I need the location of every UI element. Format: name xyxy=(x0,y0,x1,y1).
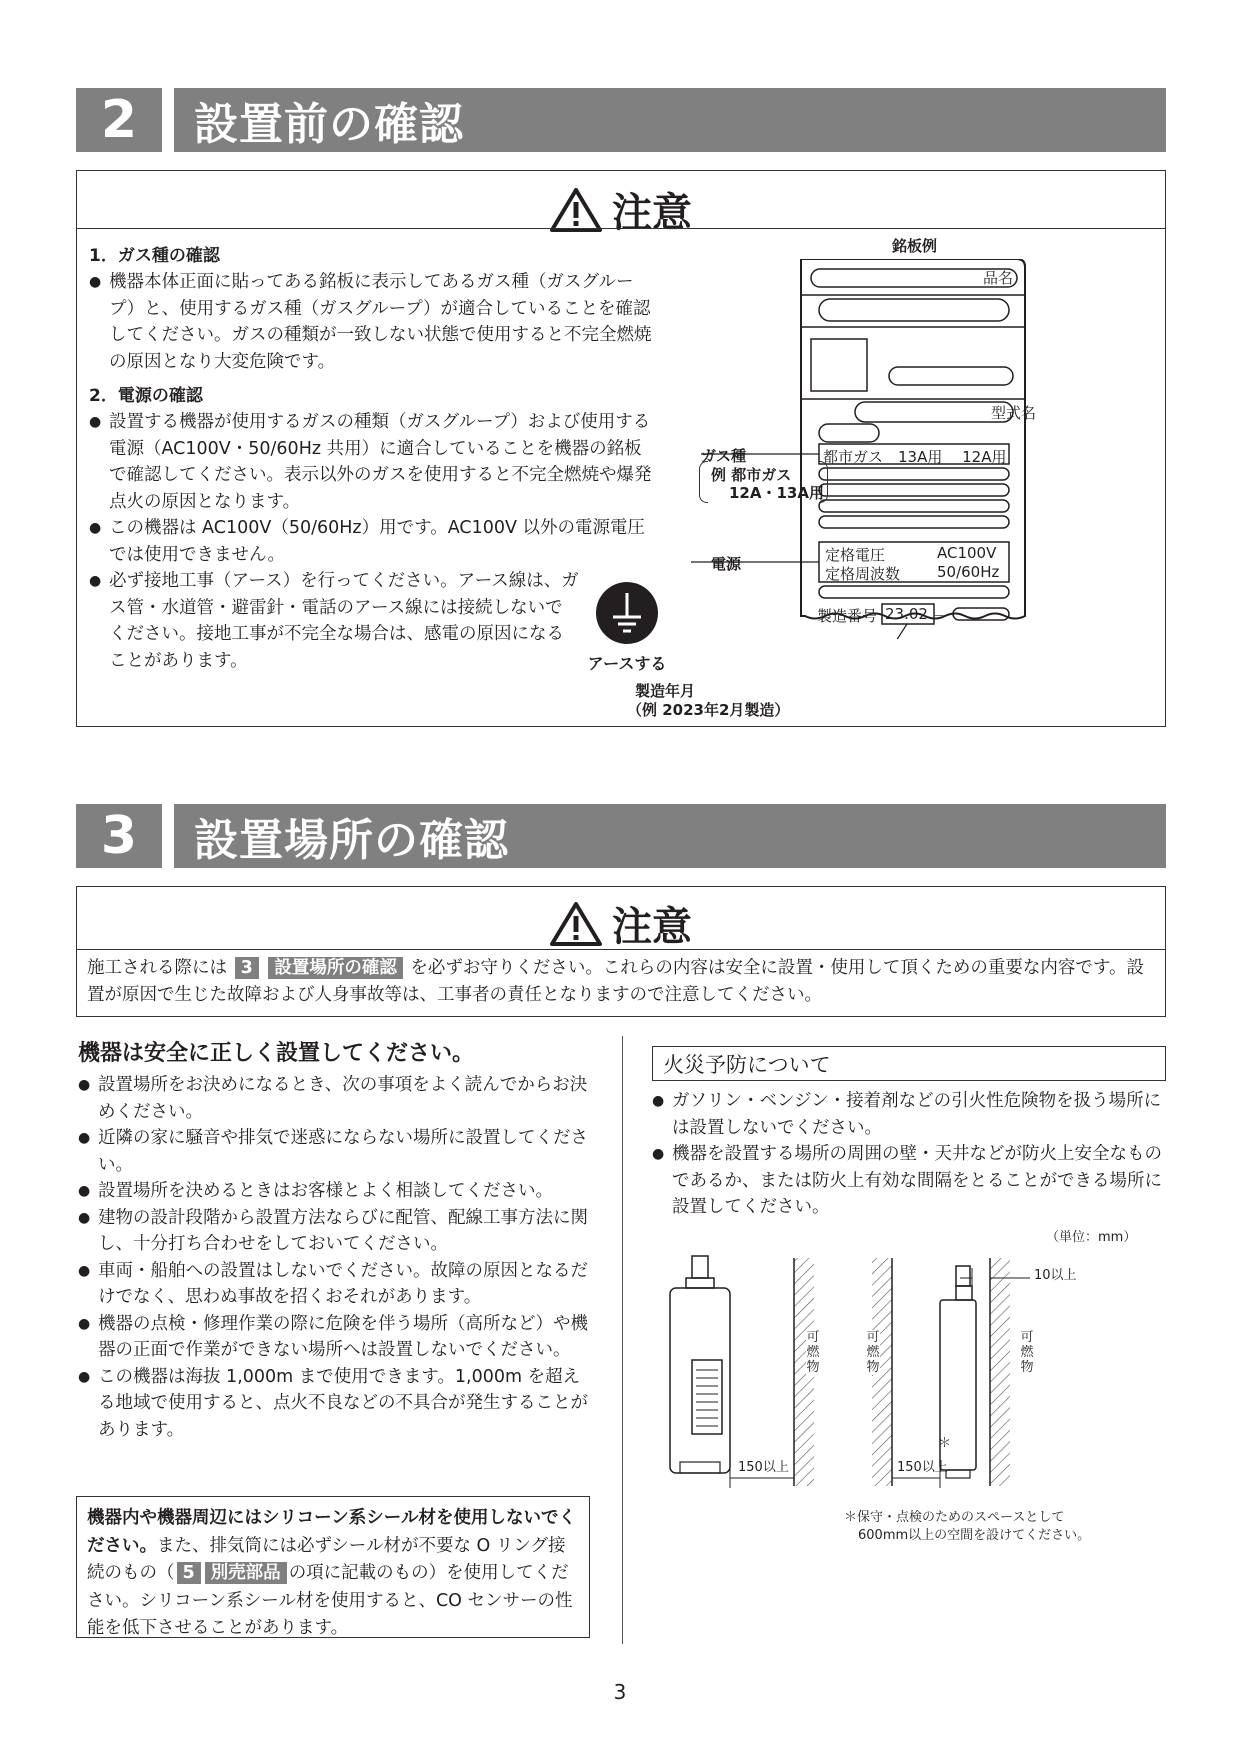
caution-post: を必ずお守りください。これらの内容は安全に設置・使用して頂くための重要な内容です。設置が原因で生じた故障および人身事故等は、工事者の責任となりますので注意してください。 xyxy=(87,958,1145,1005)
power-label: 電源 xyxy=(711,555,742,573)
caution-label-3: 注意 xyxy=(612,904,692,950)
asterisk-mark: ＊ xyxy=(938,1436,952,1451)
silicone-post: の項に記載のもの）を使用してください。シリコーン系シール材を使用すると、CO センサーの性能を低下させることがあります。 xyxy=(87,1563,573,1638)
left-bullets xyxy=(78,1072,592,1443)
rated-voltage-label: 定格電圧 xyxy=(825,546,886,564)
left-bullet-7: ● この機器は海抜 1,000m まで使用できます。1,000m を超える地域で使用すると、点火不良などの不具合が発生することがあります。 xyxy=(78,1364,592,1444)
section-3-number: 3 xyxy=(76,804,162,868)
combustible-label-3: 可燃物 xyxy=(1020,1330,1034,1375)
gas-check-bullet: ● 機器本体正面に貼ってある銘板に表示してあるガス種（ガスグループ）と、使用するガス種（ガスグループ）が適合していることを確認してください。ガスの種類が一致しない状態で使用すると不完全燃焼の原因となり大変危険です。 xyxy=(89,269,659,375)
combustible-label-1: 可燃物 xyxy=(806,1330,820,1375)
unit-label: （単位：mm） xyxy=(1046,1230,1137,1245)
power-check-bullet-3: ● 必ず接地工事（アース）を行ってください。アース線は、ガス管・水道管・避雷針・電話のアース線には接続しないでください。接地工事が不完全な場合は、感電の原因になることがあります。 xyxy=(89,568,579,674)
left-bullet-2: ● 近隣の家に騒音や排気で迷惑にならない場所に設置してください。 xyxy=(78,1125,592,1178)
ref-section-5-title: 別売部品 xyxy=(205,1562,287,1584)
caution-divider-3 xyxy=(77,949,1165,950)
ref-section-3-title: 設置場所の確認 xyxy=(268,957,403,979)
fire-prevention-title: 火災予防について xyxy=(663,1053,831,1077)
gas-type-label: ガス種 xyxy=(701,447,747,465)
power-check-block xyxy=(89,381,659,674)
maintenance-note-1: ＊保守・点検のためのスペースとして xyxy=(844,1510,1065,1525)
maintenance-note-2: 600mm以上の空間を設けてください。 xyxy=(858,1528,1091,1543)
gas-example-1: 例 都市ガス xyxy=(711,466,792,484)
left-bullet-4: ● 建物の設計段階から設置方法ならびに配管、配線工事方法に関し、十分打ち合わせをしておいてください。 xyxy=(78,1205,592,1258)
caution-heading-3 xyxy=(77,895,1165,952)
gas-example-bracket-right xyxy=(819,461,828,503)
silicone-bold: 機器内や機器周辺にはシリコーン系シール材を使用しないでください。 xyxy=(87,1508,576,1556)
gas-example-2: 12A・13A用 xyxy=(729,484,824,502)
silicone-warning-text xyxy=(87,1505,579,1643)
rated-voltage-value: AC100V xyxy=(937,544,997,562)
section-3-caution-box xyxy=(76,886,1166,1017)
rated-frequency-label: 定格周波数 xyxy=(825,565,901,583)
serial-dash: － xyxy=(933,607,949,625)
nameplate-gas-value: 都市ガス 13A用 12A用 xyxy=(823,448,1007,466)
power-check-bullet-2: ● この機器は AC100V（50/60Hz）用です。AC100V 以外の電源電圧では使用できません。 xyxy=(89,515,659,568)
left-bullet-1: ● 設置場所をお決めになるとき、次の事項をよく読んでからお決めください。 xyxy=(78,1072,592,1125)
power-check-heading: 2．電源の確認 xyxy=(89,386,203,406)
caution-label: 注意 xyxy=(612,190,692,236)
manufacture-date-label: 製造年月 xyxy=(635,682,696,700)
side-clearance-label-2: 150以上 xyxy=(897,1460,948,1475)
serial-value: 23.02 xyxy=(885,605,928,623)
warning-triangle-icon xyxy=(550,901,602,947)
caution-heading xyxy=(77,181,1165,238)
power-check-bullet-1: ● 設置する機器が使用するガスの種類（ガスグループ）および使用する電源（AC100V・50/60Hz 共用）に適合していることを機器の銘板で確認してください。表示以外のガスを使用すると不完全燃焼や爆発点火の原因となります。 xyxy=(89,409,659,515)
top-clearance-label: 10以上 xyxy=(1034,1268,1077,1283)
nameplate-title: 銘板例 xyxy=(892,237,938,255)
silicone-pre: また、排気筒には必ずシール材が不要な O リング接続のもの（ xyxy=(87,1535,566,1583)
section-2-number: 2 xyxy=(76,88,162,152)
column-divider xyxy=(622,1036,623,1644)
warning-triangle-icon xyxy=(550,187,602,233)
caution-divider xyxy=(77,228,1165,229)
rated-frequency-value: 50/60Hz xyxy=(937,563,1000,581)
fire-bullets xyxy=(652,1088,1166,1221)
nameplate-model-name: 型式名 xyxy=(991,404,1037,422)
left-bullet-6: ● 機器の点検・修理作業の際に危険を伴う場所（高所など）や機器の正面で作業ができない場所へは設置しないでください。 xyxy=(78,1311,592,1364)
ref-section-5-number: 5 xyxy=(177,1562,201,1584)
manufacture-date-example: （例 2023年2月製造） xyxy=(627,701,790,719)
nameplate-product-name: 品名 xyxy=(983,269,1014,287)
section-2-title: 設置前の確認 xyxy=(174,88,1166,152)
side-clearance-label-1: 150以上 xyxy=(738,1460,789,1475)
serial-label: 製造番号 xyxy=(817,607,878,625)
fire-prevention-title-box xyxy=(652,1046,1166,1081)
section-3-title: 設置場所の確認 xyxy=(174,804,1166,868)
silicone-warning-box xyxy=(76,1496,590,1638)
earth-label: アースする xyxy=(587,654,667,673)
page-number: 3 xyxy=(613,1680,627,1704)
gas-check-heading: 1．ガス種の確認 xyxy=(89,246,220,266)
gas-check-block xyxy=(89,241,659,375)
left-bullet-5: ● 車両・船舶への設置はしないでください。故障の原因となるだけでなく、思わぬ事故を招くおそれがあります。 xyxy=(78,1258,592,1311)
section-2-caution-box xyxy=(76,170,1166,727)
caution-notice-text xyxy=(87,955,1155,1009)
left-bullet-3: ● 設置場所を決めるときはお客様とよく相談してください。 xyxy=(78,1178,592,1205)
gas-example-bracket-left xyxy=(699,461,708,503)
left-heading: 機器は安全に正しく設置してください。 xyxy=(78,1041,475,1066)
fire-bullet-1: ● ガソリン・ベンジン・接着剤などの引火性危険物を扱う場所には設置しないでください。 xyxy=(652,1088,1166,1141)
fire-bullet-2: ● 機器を設置する場所の周囲の壁・天井などが防火上安全なものであるか、または防火上有効な間隔をとることができる場所に設置してください。 xyxy=(652,1141,1166,1221)
caution-pre: 施工される際には xyxy=(87,958,227,978)
ref-section-3-number: 3 xyxy=(235,957,259,979)
combustible-label-2: 可燃物 xyxy=(866,1330,880,1375)
